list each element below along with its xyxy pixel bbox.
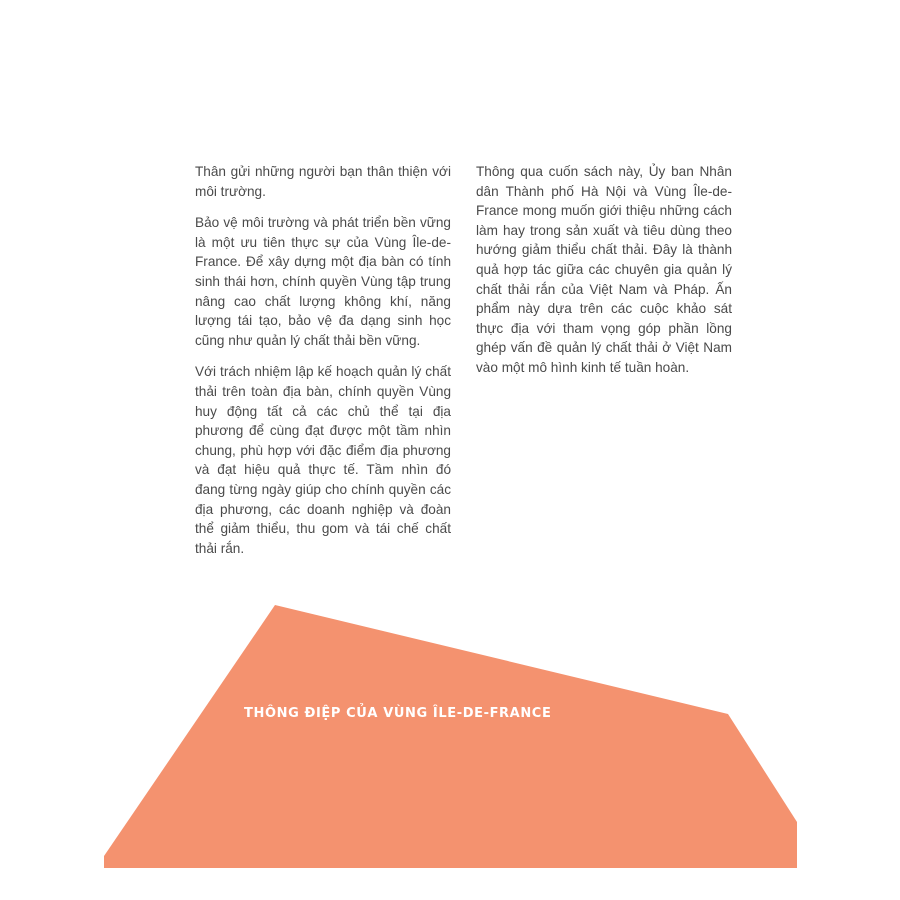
- paragraph: Bảo vệ môi trường và phát triển bền vững là một ưu tiên thực sự của Vùng Île-de-France. Để xây dựng một địa bàn có tính sinh thái hơn, chính quyền Vùng tập trung nâng cao chất lượng không khí, năng lượng tái tạo, bảo vệ đa dạng sinh học cũng như quản lý chất thải bền vững.: [195, 215, 451, 348]
- banner-polygon: [104, 605, 797, 868]
- paragraph: Với trách nhiệm lập kế hoạch quản lý chất thải trên toàn địa bàn, chính quyền Vùng huy động tất cả các chủ thể tại địa phương để cùng đạt được một tầm nhìn chung, phù hợp với đặc điểm địa phương và đạt hiệu quả thực tế. Tầm nhìn đó đang từng ngày giúp cho chính quyền các địa phương, các doanh nghiệp và đoàn thể giảm thiểu, thu gom và tái chế chất thải rắn.: [195, 364, 451, 556]
- section-title: THÔNG ĐIỆP CỦA VÙNG ÎLE-DE-FRANCE: [244, 706, 552, 721]
- paragraph: Thông qua cuốn sách này, Ủy ban Nhân dân Thành phố Hà Nội và Vùng Île-de-France mong muốn giới thiệu những cách làm hay trong sản xuất và tiêu dùng theo hướng giảm thiểu chất thải. Đây là thành quả hợp tác giữa các chuyên gia quản lý chất thải rắn của Việt Nam và Pháp. Ấn phẩm này dựa trên các cuộc khảo sát thực địa với tham vọng góp phần lồng ghép vấn đề quản lý chất thải ở Việt Nam vào một mô hình kinh tế tuần hoàn.: [476, 164, 732, 375]
- paragraph: Thân gửi những người bạn thân thiện với môi trường.: [195, 164, 451, 199]
